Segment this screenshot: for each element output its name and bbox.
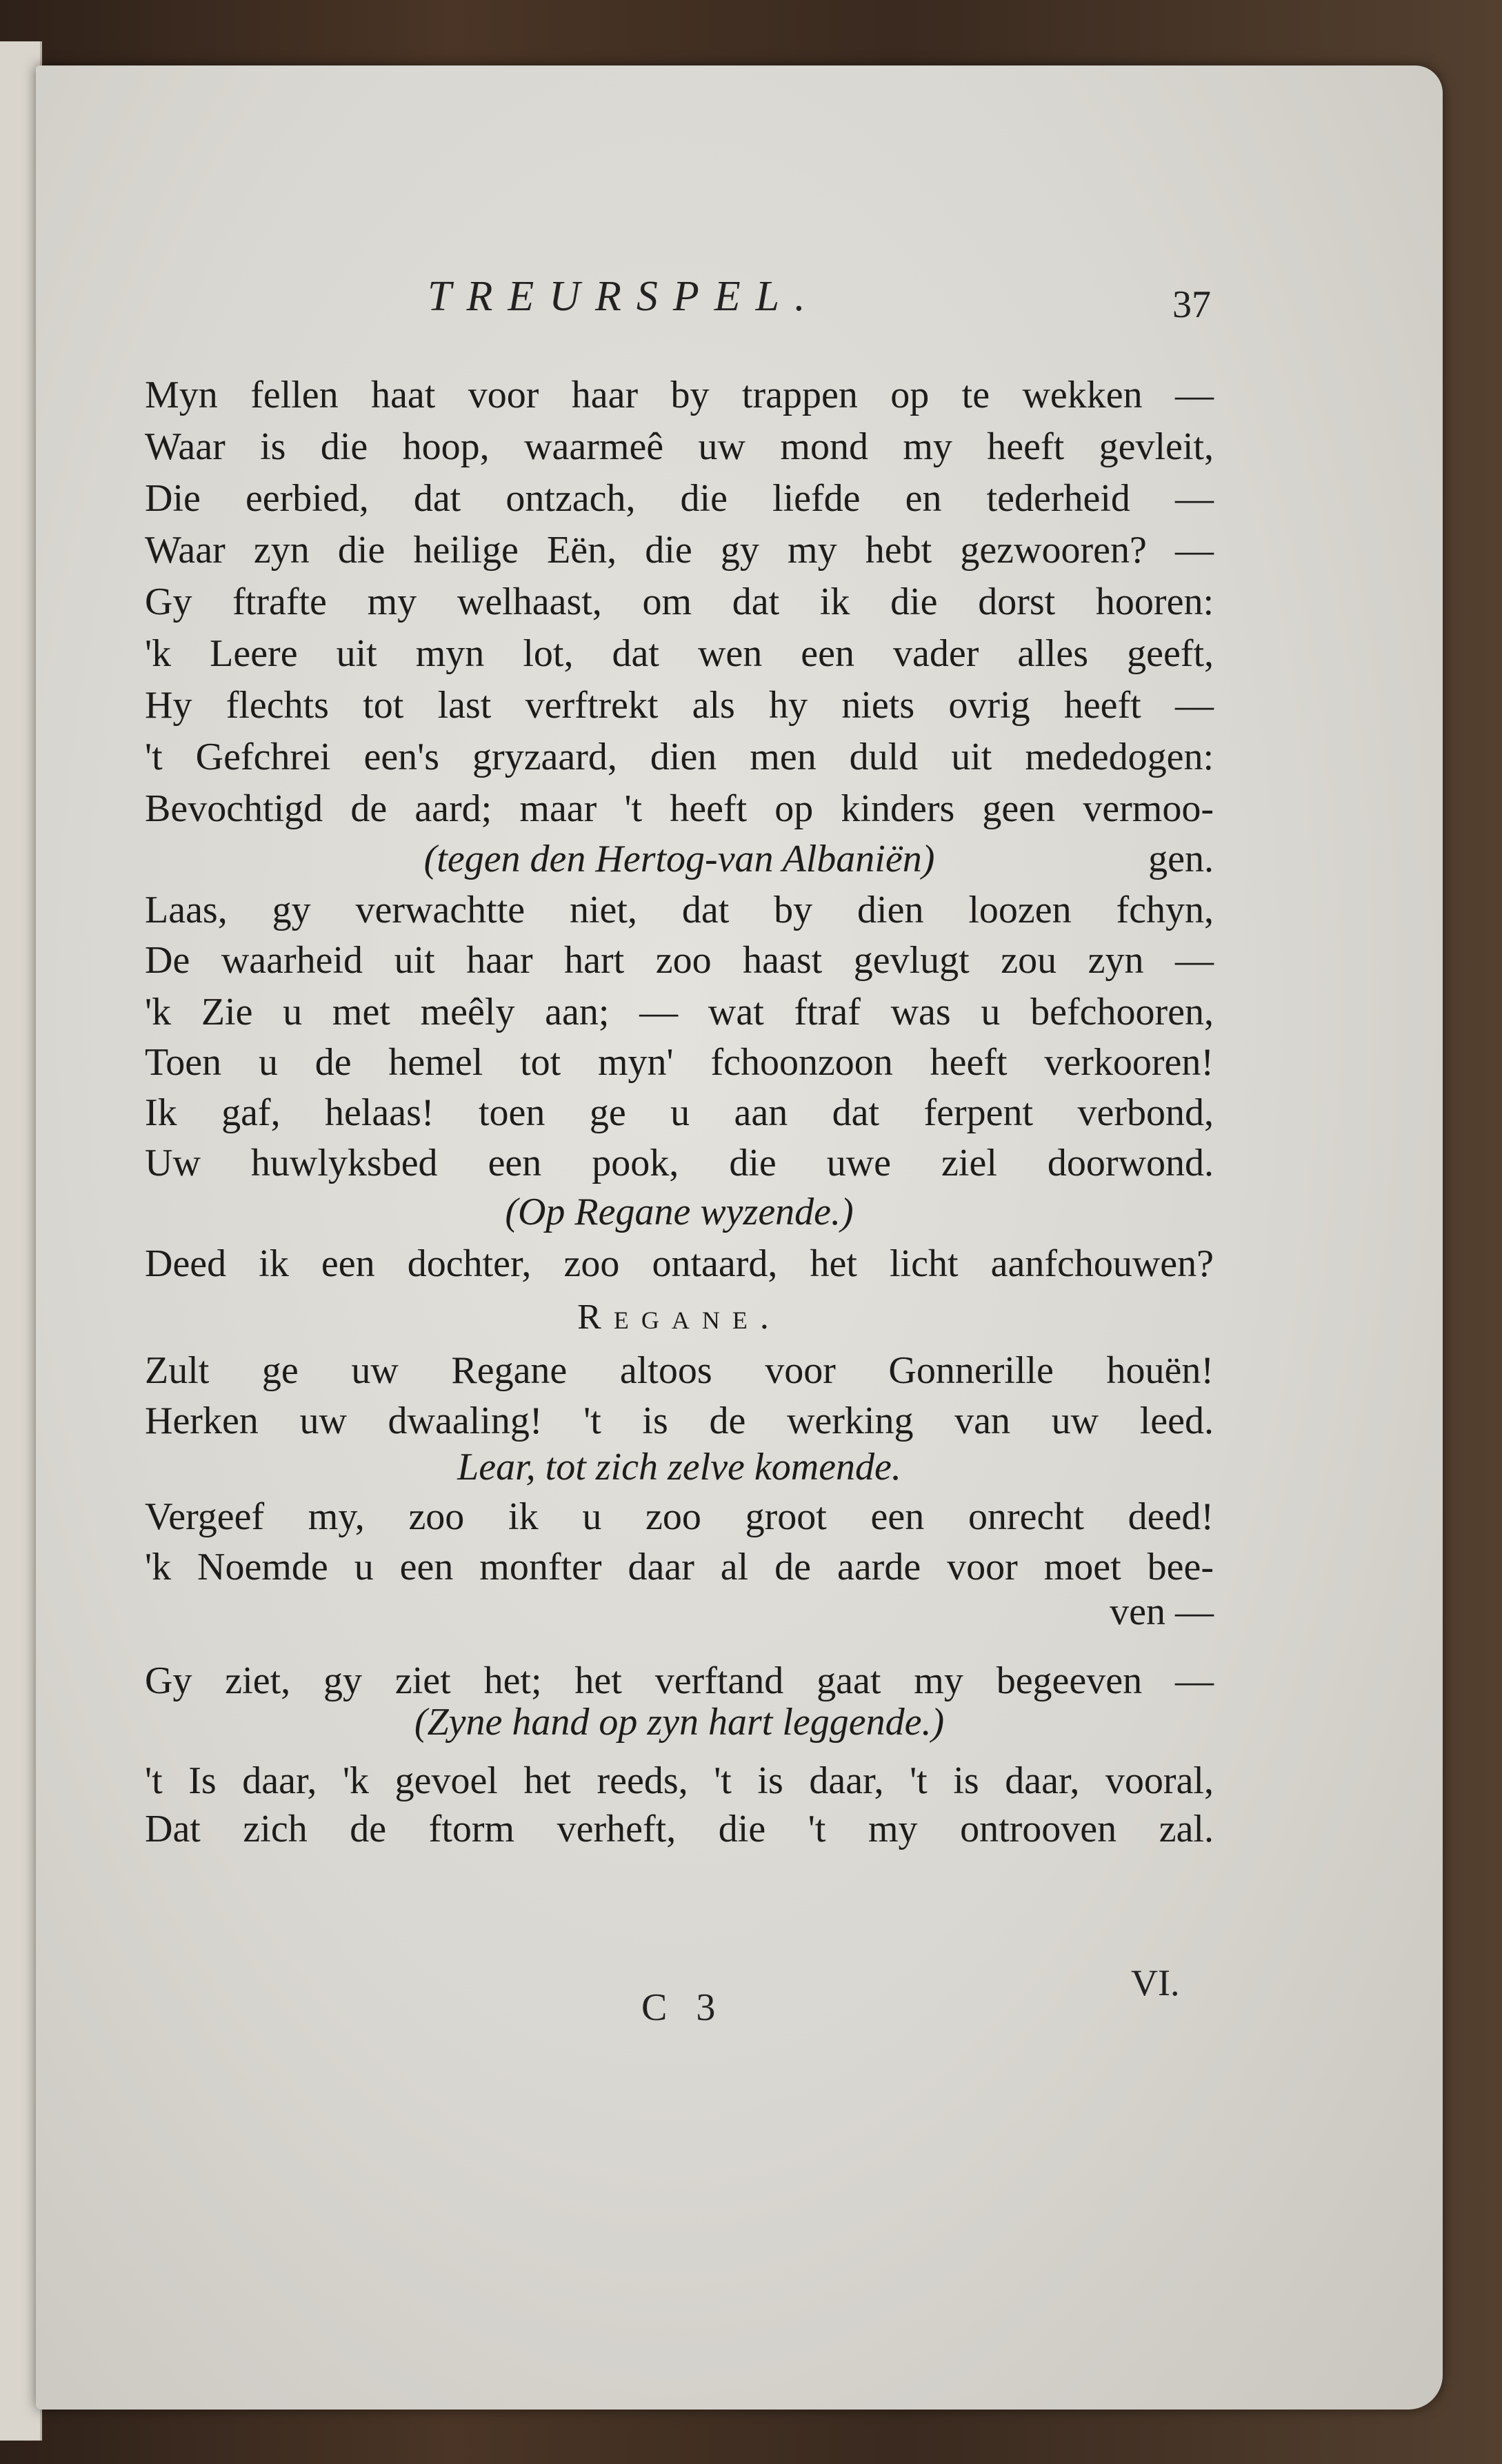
line-text: (Zyne hand op zyn hart leggende.) — [414, 1701, 945, 1744]
line-text: Waar is die hoop, waarmeê uw mond my heeft gevleit, — [145, 425, 1214, 468]
verse-line — [145, 376, 1214, 414]
verse-line — [145, 789, 1214, 828]
verse-line — [145, 1810, 1214, 1848]
page-number: 37 — [1172, 283, 1211, 326]
line-text: Waar zyn die heilige Eën, die gy my hebt gezwooren? — — [145, 529, 1214, 572]
line-text: Herken uw dwaaling! 't is de werking van uw leed. — [145, 1400, 1214, 1442]
line-text: 't Gefchrei een's gryzaard, dien men duld uit mededogen: — [145, 736, 1214, 778]
running-title: TREURSPEL. — [428, 273, 821, 320]
line-text: Gy ziet, gy ziet het; het verftand gaat my begeeven — — [145, 1659, 1214, 1702]
verse-line — [145, 1244, 1214, 1283]
line-text: De waarheid uit haar hart zoo haast gevlugt zou zyn — — [145, 939, 1214, 982]
verse-line — [145, 634, 1214, 673]
verse-line — [145, 941, 1214, 980]
line-text: Myn fellen haat voor haar by trappen op te wekken — — [145, 374, 1214, 416]
verse-line — [145, 686, 1214, 725]
hyphenated-word-tail: gen. — [1148, 838, 1214, 880]
verse-line — [145, 1351, 1214, 1390]
verse-line — [145, 427, 1214, 466]
line-text: Uw huwlyksbed een pook, die uwe ziel doorwond. — [145, 1142, 1214, 1184]
stage-direction — [145, 1193, 1214, 1231]
line-text: 'k Leere uit myn lot, dat wen een vader alles geeft, — [145, 632, 1214, 675]
verse-line — [145, 738, 1214, 776]
line-text: Deed ik een dochter, zoo ontaard, het licht aanfchouwen? — [145, 1242, 1214, 1285]
verse-line — [145, 891, 1214, 929]
line-text: (Op Regane wyzende.) — [505, 1191, 854, 1233]
line-text: 't Is daar, 'k gevoel het reeds, 't is daar, 't is daar, vooral, — [145, 1759, 1214, 1802]
line-text: Bevochtigd de aard; maar 't heeft op kinders geen vermoo- — [145, 787, 1214, 830]
line-text: Lear, tot zich zelve komende. — [457, 1446, 901, 1488]
verse-line — [145, 1548, 1214, 1586]
book-page — [36, 65, 1443, 2410]
stage-direction — [145, 840, 1214, 878]
printer-signature: C 3 — [641, 1986, 725, 2029]
line-text: Ik gaf, helaas! toen ge u aan dat ferpent verbond, — [145, 1091, 1214, 1134]
stage-direction — [145, 1448, 1214, 1486]
verse-line — [145, 1659, 1214, 1702]
line-text: Toen u de hemel tot myn' fchoonzoon heeft verkooren! — [145, 1041, 1214, 1084]
line-text: Dat zich de ftorm verheft, die 't my ontrooven zal. — [145, 1808, 1214, 1850]
speaker-name — [145, 1297, 1214, 1337]
line-text: ven — — [1110, 1591, 1214, 1633]
line-text: Vergeef my, zoo ik u zoo groot een onrecht deed! — [145, 1495, 1214, 1538]
verse-line — [145, 1497, 1214, 1536]
verse-line — [145, 529, 1214, 572]
verse-line — [145, 580, 1214, 623]
line-text: Zult ge uw Regane altoos voor Gonnerille houën! — [145, 1349, 1214, 1392]
verse-line — [145, 1761, 1214, 1800]
verse-line — [145, 1402, 1214, 1440]
verse-line — [145, 1043, 1214, 1082]
verse-line — [145, 1144, 1214, 1182]
line-text: Regane. — [577, 1297, 781, 1337]
catchword: VI. — [1131, 1962, 1180, 2003]
line-text: Die eerbied, dat ontzach, die liefde en tederheid — — [145, 477, 1214, 520]
line-text: Hy flechts tot last verftrekt als hy niets ovrig heeft — — [145, 684, 1214, 727]
stage-direction — [145, 1701, 1214, 1744]
line-text: 'k Zie u met meêly aan; — wat ftraf was u befchooren, — [145, 991, 1214, 1033]
verse-line — [145, 479, 1214, 518]
line-text: Laas, gy verwachtte niet, dat by dien loozen fchyn, — [145, 889, 1214, 931]
verse-line — [145, 1093, 1214, 1132]
verse-line — [145, 993, 1214, 1031]
line-text: (tegen den Hertog-van Albaniën) — [423, 838, 935, 880]
line-text: 'k Noemde u een monfter daar al de aarde voor moet bee- — [145, 1546, 1214, 1588]
verse-line — [145, 1593, 1214, 1631]
line-text: Gy ftrafte my welhaast, om dat ik die dorst hooren: — [145, 580, 1214, 623]
